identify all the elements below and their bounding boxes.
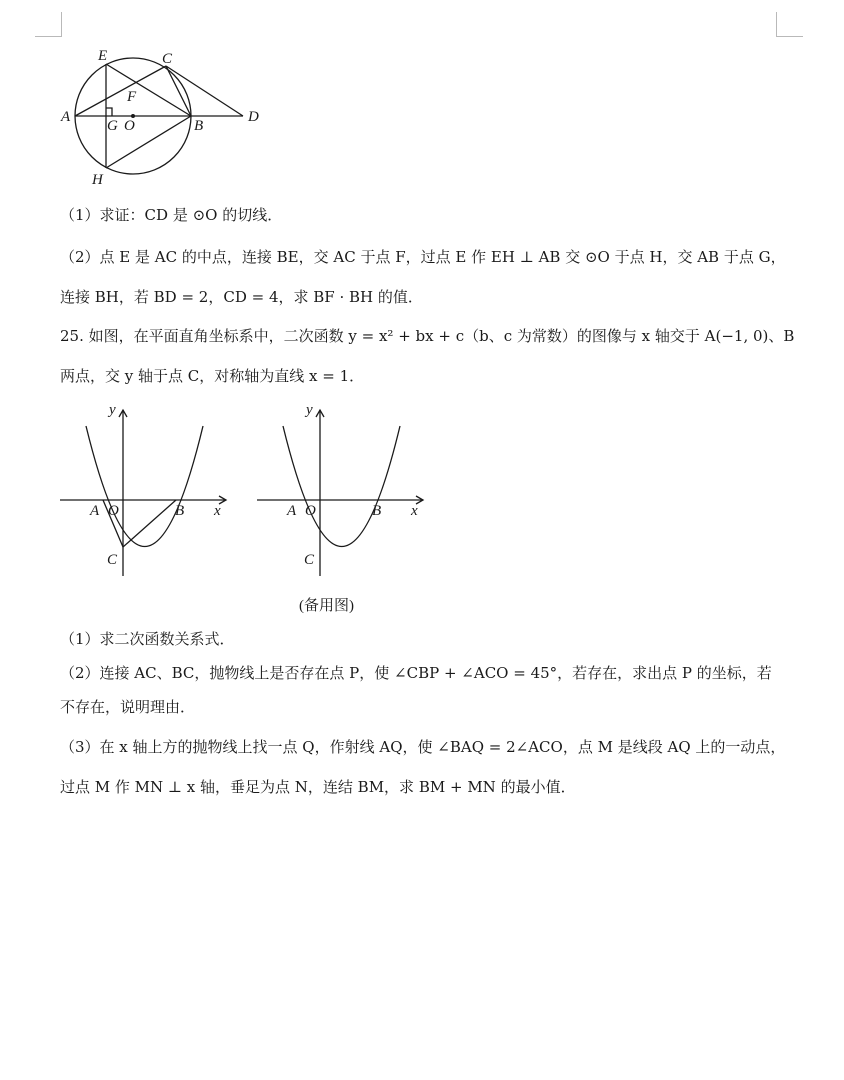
- q25-part3: （3）在 x 轴上方的抛物线上找一点 Q，作射线 AQ，使 ∠BAQ = 2∠ACO，点 M 是线段 AQ 上的一动点，: [60, 738, 786, 756]
- label-x: x: [214, 503, 221, 519]
- label-y: y: [306, 402, 313, 418]
- parabola-curve: [283, 426, 400, 547]
- label-b: B: [372, 503, 382, 519]
- q24-part1: （1）求证：CD 是 ⊙O 的切线．: [60, 206, 283, 224]
- parabola-graph-backup: [253, 400, 433, 580]
- q24-part2-cont: 连接 BH，若 BD = 2，CD = 4，求 BF · BH 的值．: [60, 288, 423, 306]
- label-c: C: [304, 552, 315, 568]
- label-c: C: [162, 51, 173, 67]
- label-g: G: [107, 118, 118, 134]
- right-angle-mark: [106, 108, 112, 116]
- label-a: A: [90, 503, 100, 519]
- q25-part3-cont: 过点 M 作 MN ⊥ x 轴，垂足为点 N，连结 BM，求 BM + MN 的最小值．: [60, 778, 576, 796]
- label-x: x: [411, 503, 418, 519]
- circle-figure: [56, 44, 266, 190]
- page-corner-mark-top-right: [776, 12, 803, 37]
- label-e: E: [98, 48, 108, 64]
- segment-bh: [106, 116, 191, 168]
- label-h: H: [92, 172, 103, 188]
- segment-bc: [123, 500, 176, 547]
- label-o: O: [108, 503, 119, 519]
- q25-part1: （1）求二次函数关系式．: [60, 630, 235, 648]
- label-a: A: [61, 109, 71, 125]
- q25-part2-cont: 不存在，说明理由．: [60, 698, 196, 716]
- q24-part2: （2）点 E 是 AC 的中点，连接 BE，交 AC 于点 F，过点 E 作 EH ⊥ AB 交 ⊙O 于点 H，交 AB 于点 G，: [60, 248, 786, 266]
- backup-figure-caption: (备用图): [299, 598, 354, 614]
- label-f: F: [127, 89, 137, 105]
- label-c: C: [107, 552, 118, 568]
- label-b: B: [175, 503, 185, 519]
- label-y: y: [109, 402, 116, 418]
- q25-stem-cont: 两点，交 y 轴于点 C，对称轴为直线 x = 1．: [60, 367, 365, 385]
- page-corner-mark-top-left: [35, 12, 62, 37]
- parabola-graph-main: [56, 400, 236, 580]
- label-d: D: [248, 109, 259, 125]
- label-a: A: [287, 503, 297, 519]
- label-o: O: [305, 503, 316, 519]
- label-b: B: [194, 118, 204, 134]
- q25-part2: （2）连接 AC、BC，抛物线上是否存在点 P，使 ∠CBP + ∠ACO = 45°，若存在，求出点 P 的坐标，若: [60, 664, 772, 682]
- q25-stem: 25. 如图，在平面直角坐标系中，二次函数 y = x² + bx + c（b、c 为常数）的图像与 x 轴交于 A(−1, 0)、B: [60, 327, 795, 345]
- label-o: O: [124, 118, 135, 134]
